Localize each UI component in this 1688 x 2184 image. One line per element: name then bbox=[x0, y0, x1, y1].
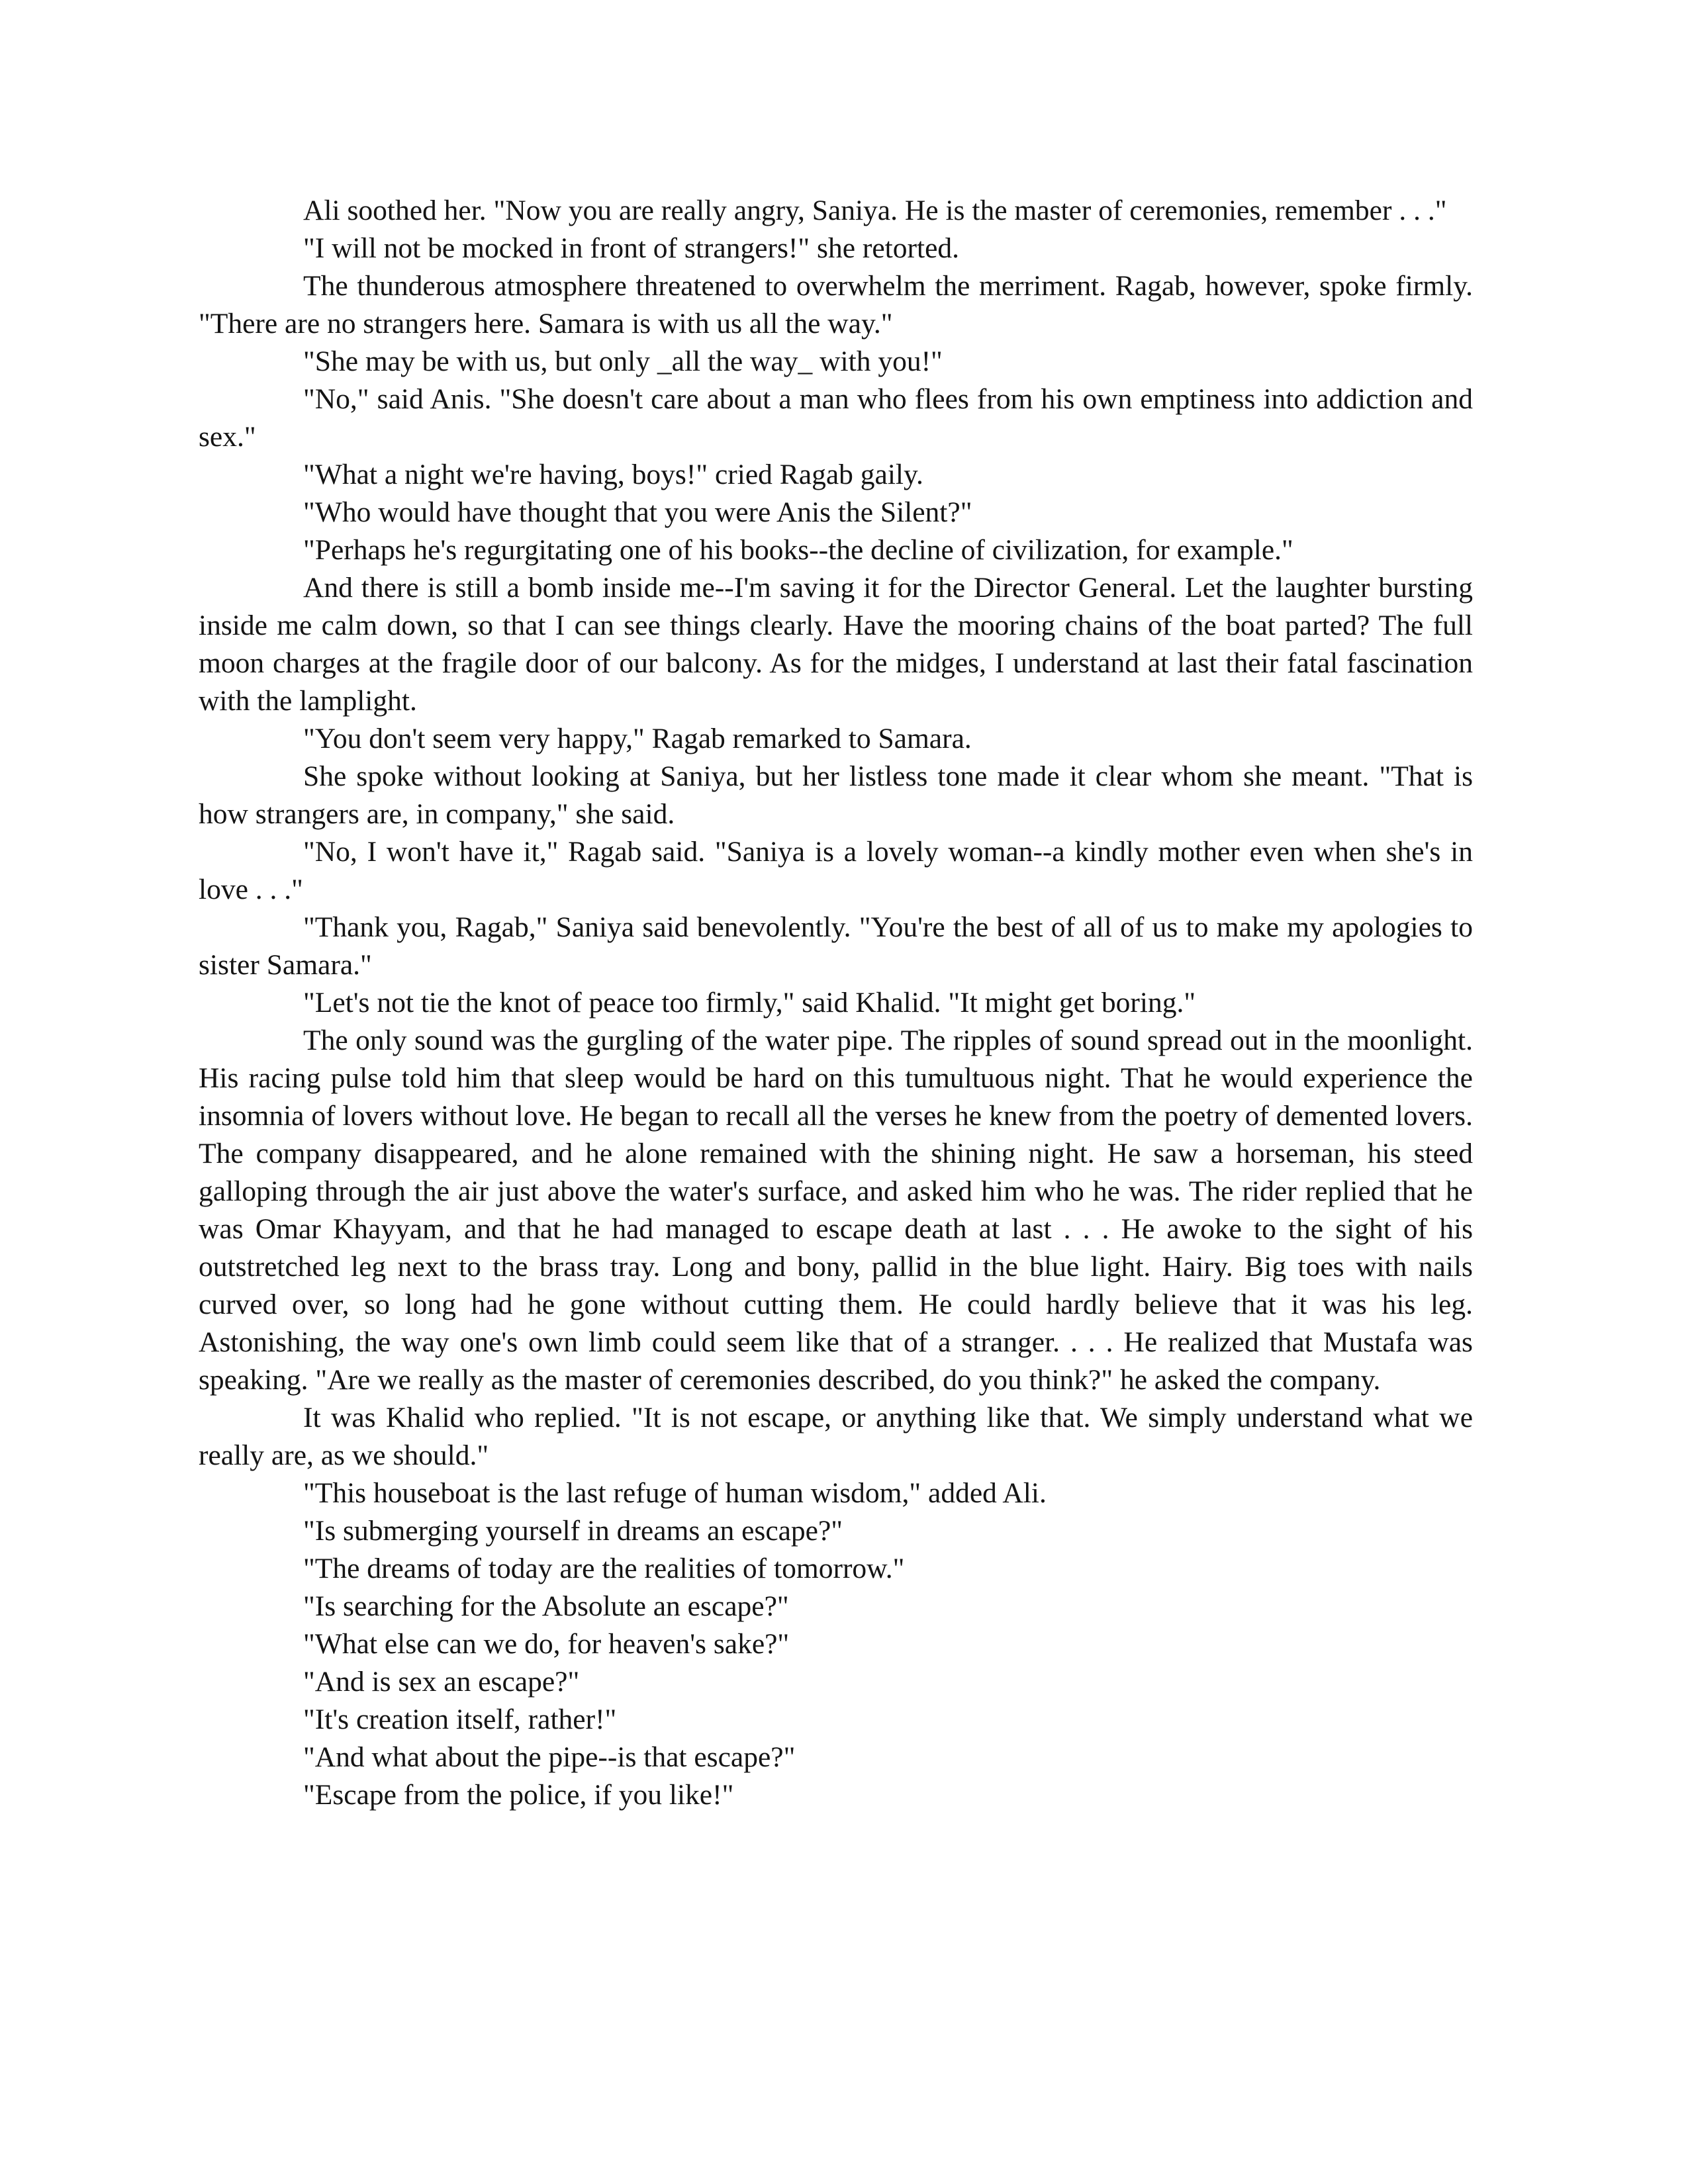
paragraph: "I will not be mocked in front of strangers!" she retorted. bbox=[303, 232, 960, 264]
paragraph: "She may be with us, but only _all the way_ with you!" bbox=[303, 345, 943, 377]
paragraph: "You don't seem very happy," Ragab remarked to Samara. bbox=[303, 723, 972, 754]
paragraph: "And is sex an escape?" bbox=[303, 1666, 580, 1698]
paragraph: "No, I won't have it," Ragab said. "Saniya is a lovely woman--a kindly mother even when she's in love . . ." bbox=[199, 836, 1473, 905]
paragraph: The only sound was the gurgling of the water pipe. The ripples of sound spread out in the moonlight. His racing pulse told him that sleep would be hard on this tumultuous night. That he would experience the insomnia of lovers without love. He began to recall all the verses he knew from the poetry of demented lovers. The company disappeared, and he alone remained with the shining night. He saw a horseman, his steed galloping through the air just above the water's surface, and asked him who he was. The rider replied that he was Omar Khayyam, and that he had managed to escape death at last . . . He awoke to the sight of his outstretched leg next to the brass tray. Long and bony, pallid in the blue light. Hairy. Big toes with nails curved over, so long had he gone without cutting them. He could hardly believe that it was his leg. Astonishing, the way one's own limb could seem like that of a stranger. . . . He realized that Mustafa was speaking. "Are we really as the master of ceremonies described, do you think?" he asked the company. bbox=[199, 1024, 1473, 1396]
paragraph: "Is submerging yourself in dreams an escape?" bbox=[303, 1515, 843, 1547]
paragraph: "Perhaps he's regurgitating one of his books--the decline of civilization, for example." bbox=[303, 534, 1293, 566]
paragraph: "Let's not tie the knot of peace too firmly," said Khalid. "It might get boring." bbox=[303, 987, 1196, 1019]
paragraph: "This houseboat is the last refuge of human wisdom," added Ali. bbox=[303, 1477, 1047, 1509]
document-page bbox=[199, 192, 1473, 1814]
paragraph: "And what about the pipe--is that escape?" bbox=[303, 1741, 796, 1773]
paragraph: "Who would have thought that you were Anis the Silent?" bbox=[303, 496, 972, 528]
paragraph: "Escape from the police, if you like!" bbox=[303, 1779, 734, 1811]
paragraph: "What else can we do, for heaven's sake?" bbox=[303, 1628, 790, 1660]
paragraph: The thunderous atmosphere threatened to overwhelm the merriment. Ragab, however, spoke firmly. "There are no strangers here. Samara is with us all the way." bbox=[199, 270, 1473, 340]
paragraph: "It's creation itself, rather!" bbox=[303, 1704, 617, 1735]
paragraph: "The dreams of today are the realities of tomorrow." bbox=[303, 1553, 905, 1584]
paragraph: "Is searching for the Absolute an escape?" bbox=[303, 1590, 789, 1622]
paragraph: Ali soothed her. "Now you are really angry, Saniya. He is the master of ceremonies, remember . . ." bbox=[303, 195, 1447, 226]
paragraph: It was Khalid who replied. "It is not escape, or anything like that. We simply understand what we really are, as we should." bbox=[199, 1402, 1473, 1471]
paragraph: "Thank you, Ragab," Saniya said benevolently. "You're the best of all of us to make my apologies to sister Samara." bbox=[199, 911, 1473, 981]
paragraph: She spoke without looking at Saniya, but her listless tone made it clear whom she meant. "That is how strangers are, in company," she said. bbox=[199, 760, 1473, 830]
paragraph: "What a night we're having, boys!" cried Ragab gaily. bbox=[303, 459, 923, 490]
paragraph: And there is still a bomb inside me--I'm saving it for the Director General. Let the laughter bursting inside me calm down, so that I can see things clearly. Have the mooring chains of the boat parted? The full moon charges at the fragile door of our balcony. As for the midges, I understand at last their fatal fascination with the lamplight. bbox=[199, 572, 1473, 717]
paragraph: "No," said Anis. "She doesn't care about a man who flees from his own emptiness into addiction and sex." bbox=[199, 383, 1473, 453]
